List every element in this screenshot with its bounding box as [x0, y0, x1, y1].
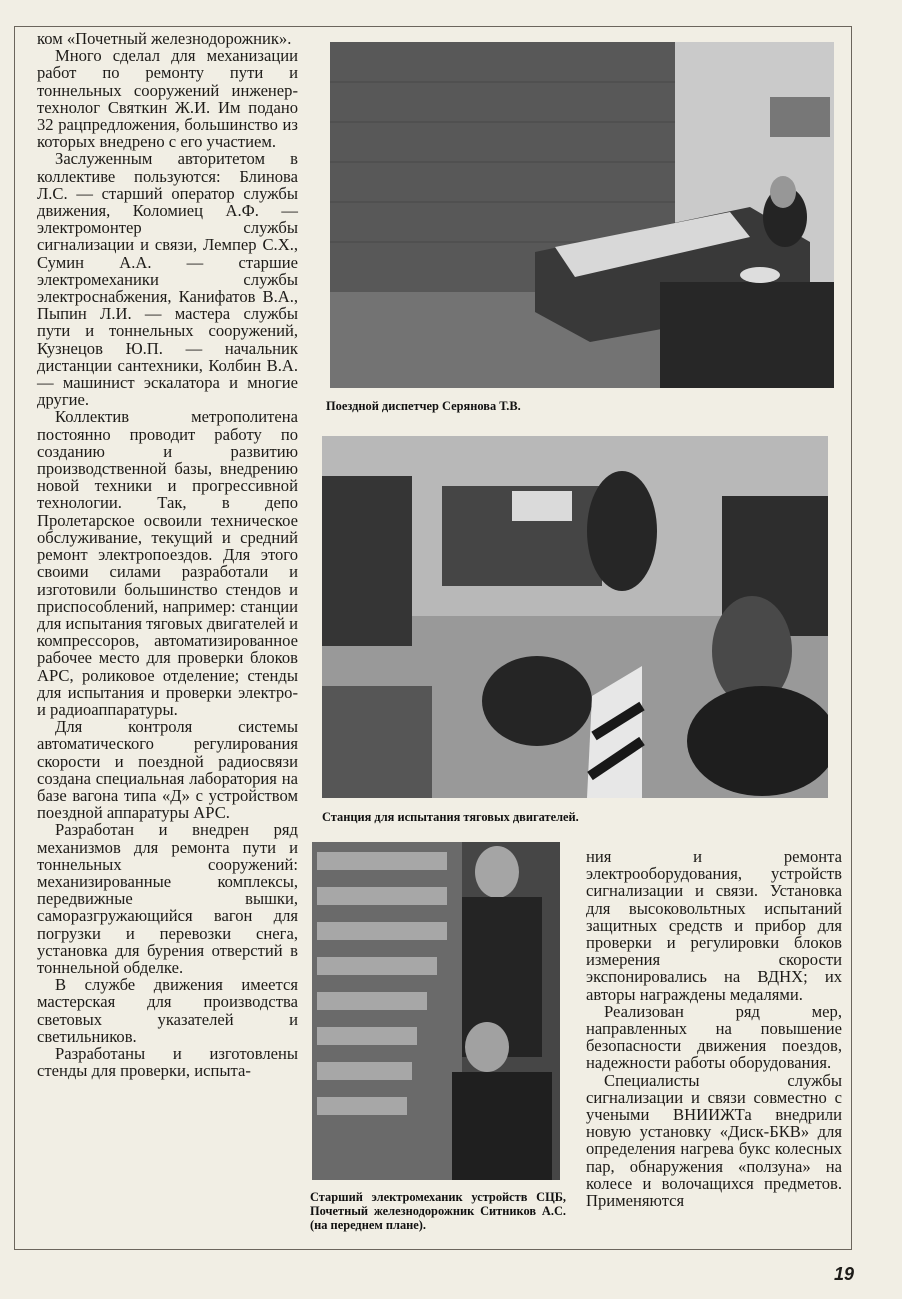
- paragraph: Коллектив метрополитена постоянно проводит работу по созданию и развитию производственной базы, внедрению новой техники и прогрессивной технологии. Так, в депо Пролетарское освоили техническое обслуживание, текущий и средний ремонт электропоездов. Для этого своими силами разработали и изготовили большинство стендов и приспособлений, например: станции для испытания тяговых двигателей и компрессоров, автоматизированное рабочее место для проверки блоков АРС, роликовое отделение; стенды для испытания и проверки электро- и радиоаппаратуры.: [37, 407, 298, 719]
- paragraph: В службе движения имеется мастерская для производства световых указателей и светильников.: [37, 975, 298, 1046]
- paragraph: ком «Почетный железнодорожник».: [37, 29, 292, 48]
- photo-caption: Станция для испытания тяговых двигателей.: [322, 810, 579, 824]
- paragraph: Заслуженным авторитетом в коллективе пользуются: Блинова Л.С. — старший оператор службы движения, Коломиец А.Ф. — электромонтер службы сигнализации и связи, Лемпер С.Х., Сумин А.А. — старшие электромеханики службы электроснабжения, Канифатов В.А., Пыпин Л.И. — мастера службы пути и тоннельных сооружений, Кузнецов Ю.П. — начальник дистанции сантехники, Колбин В.А. — машинист эскалатора и многие другие.: [37, 149, 298, 410]
- paragraph: Разработан и внедрен ряд механизмов для ремонта пути и тоннельных сооружений: механизированные комплексы, передвижные вышки, саморазгружающийся вагон для погрузки и перевозки снега, установка для бурения отверстий в тоннельной обделке.: [37, 820, 298, 977]
- photo-traction-motor-test-station: [322, 436, 828, 798]
- page-number: 19: [833, 1264, 854, 1284]
- paragraph: Специалисты службы сигнализации и связи совместно с учеными ВНИИЖТа внедрили новую установку «Диск-БКВ» для определения нагрева букс колесных пар, обнаружения «ползуна» на колесе и волочащихся предметов. Применяются: [586, 1070, 842, 1211]
- left-text-column: [37, 30, 298, 1079]
- paragraph: Для контроля системы автоматического регулирования скорости и поездной радиосвязи создана специальная лаборатория на базе вагона типа «Д» с устройством поездной аппаратуры АРС.: [37, 717, 298, 823]
- paragraph: Много сделал для механизации работ по ремонту пути и тоннельных сооружений инженер-технолог Святкин Ж.И. Им подано 32 рацпредложения, большинство из которых внедрено с его участием.: [37, 46, 298, 152]
- photo-signalling-electromechanic: [312, 842, 560, 1180]
- paragraph: Реализован ряд мер, направленных на повышение безопасности движения поездов, надежности работы оборудования.: [586, 1001, 842, 1073]
- photo-caption: Поездной диспетчер Серянова Т.В.: [326, 399, 521, 413]
- photo-train-dispatcher: [330, 42, 834, 388]
- right-text-column: [586, 848, 842, 1209]
- paragraph: Разработаны и изготовлены стенды для проверки, испыта-: [37, 1043, 298, 1081]
- paragraph: ния и ремонта электрооборудования, устройств сигнализации и связи. Установка для высоковольтных испытаний защитных средств и прибор для проверки и регулировки блоков измерения скорости экспонировались на ВДНХ; их авторы награждены медалями.: [586, 847, 842, 1004]
- photo-caption: Старший электромеханик устройств СЦБ, Почетный железнодорожник Ситников А.С. (на переднем плане).: [310, 1190, 566, 1233]
